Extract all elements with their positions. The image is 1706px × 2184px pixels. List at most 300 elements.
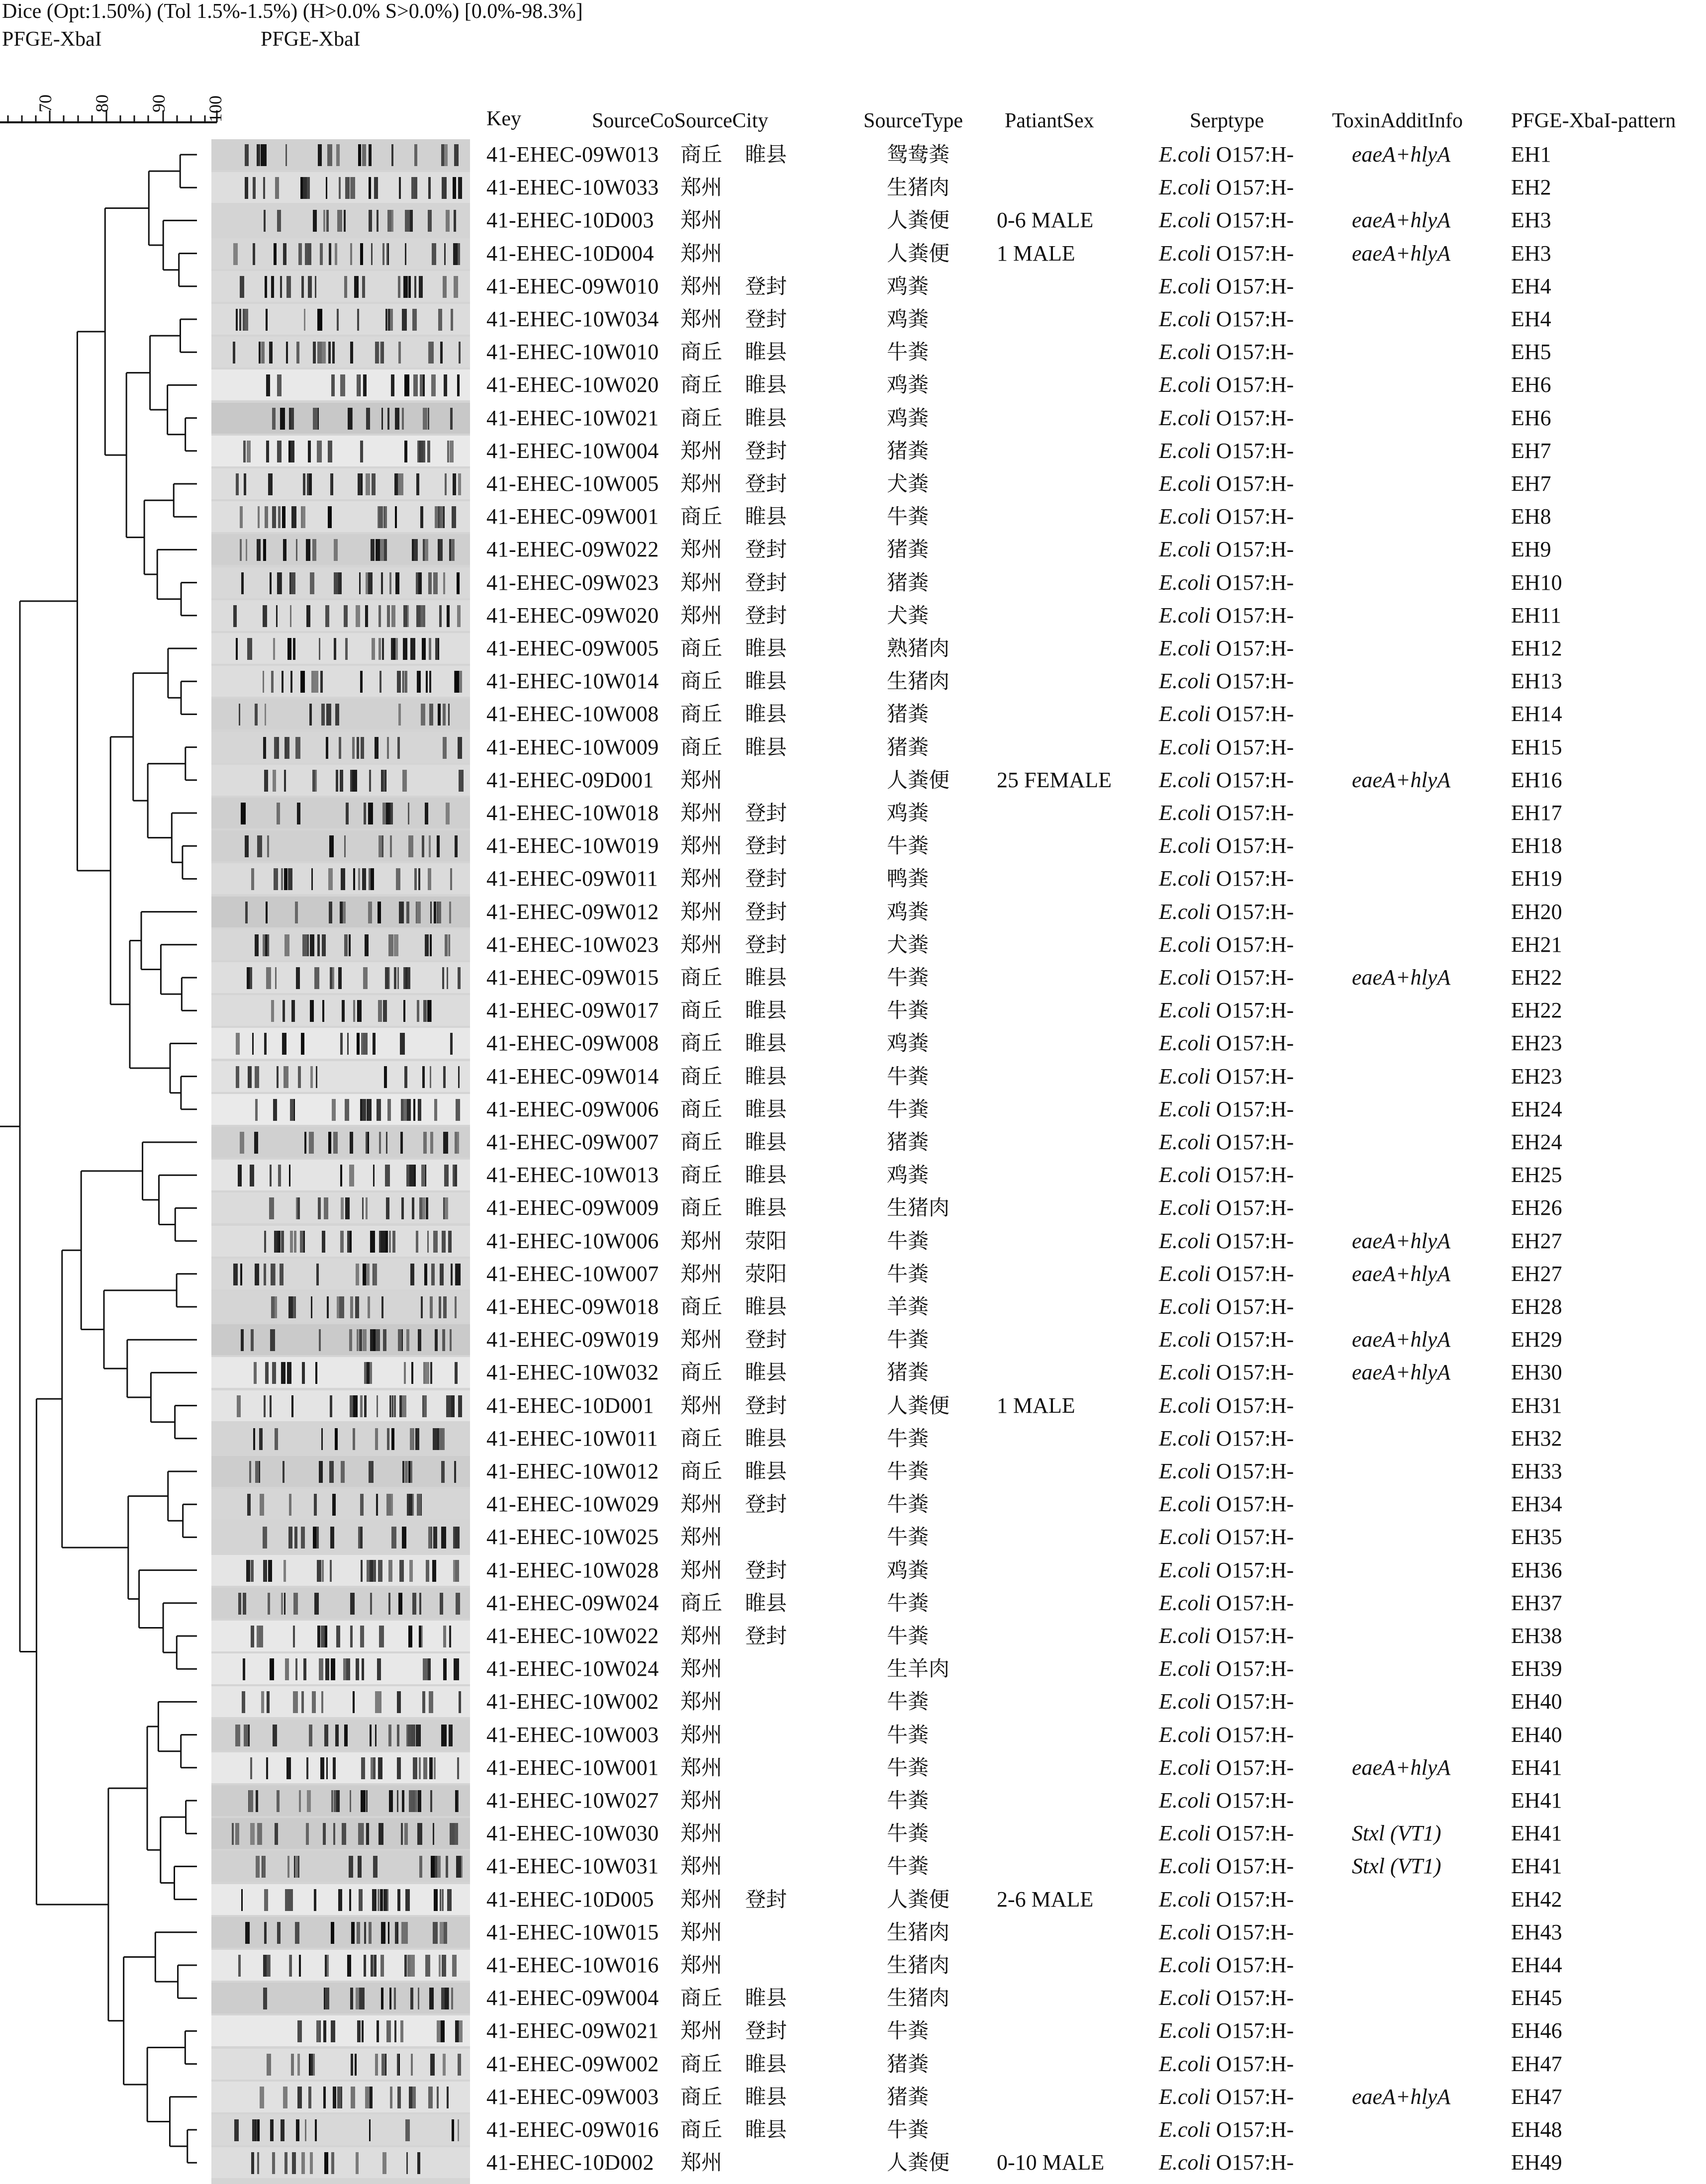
table-row: [0, 2113, 1706, 2146]
table-row: [0, 1389, 1706, 1422]
pfge-pattern: EH5: [1511, 340, 1551, 364]
serotype: [1159, 1356, 1294, 1389]
source-type: 牛粪: [887, 1492, 929, 1517]
column-header-patient-sex: PatiantSex: [1005, 109, 1094, 132]
serotype: [1159, 1258, 1294, 1290]
source-country: 郑州: [680, 2018, 723, 2043]
pfge-pattern: EH39: [1511, 1656, 1562, 1681]
serotype: [1159, 928, 1294, 961]
source-type: 牛粪: [887, 1228, 929, 1253]
organism-name: E.coli: [1159, 142, 1211, 167]
table-row: [0, 1587, 1706, 1620]
organism-name: E.coli: [1159, 1327, 1211, 1352]
serotype-value: O157:H-: [1216, 1327, 1294, 1352]
isolate-key: 41-EHEC-10D005: [486, 1887, 654, 1911]
source-country: 郑州: [680, 1854, 723, 1879]
table-row: [0, 2048, 1706, 2081]
source-country: 商丘: [680, 1986, 723, 2010]
serotype-value: O157:H-: [1216, 866, 1294, 891]
table-row: [0, 1620, 1706, 1652]
table-row: [0, 862, 1706, 895]
source-city: 睢县: [745, 1426, 787, 1451]
source-type: 牛粪: [887, 340, 929, 364]
serotype-value: O157:H-: [1216, 438, 1294, 463]
source-city: 睢县: [745, 702, 787, 727]
serotype: [1159, 1685, 1294, 1718]
source-country: 郑州: [680, 1492, 723, 1517]
organism-name: E.coli: [1159, 1624, 1211, 1648]
serotype-value: O157:H-: [1216, 340, 1294, 364]
serotype-value: O157:H-: [1216, 1096, 1294, 1121]
serotype-value: O157:H-: [1216, 1459, 1294, 1483]
source-type: 生猪肉: [887, 1986, 950, 2010]
serotype-value: O157:H-: [1216, 1788, 1294, 1813]
source-city: 登封: [745, 307, 787, 331]
organism-name: E.coli: [1159, 2150, 1211, 2175]
table-row: [0, 665, 1706, 698]
source-type: 鸳鸯粪: [887, 142, 950, 167]
organism-name: E.coli: [1159, 801, 1211, 825]
serotype: [1159, 2146, 1294, 2179]
source-country: 商丘: [680, 2117, 723, 2142]
isolate-key: 41-EHEC-09W019: [486, 1327, 659, 1352]
table-row: [0, 1258, 1706, 1290]
table-row: [0, 1554, 1706, 1587]
isolate-key: 41-EHEC-10W020: [486, 372, 659, 397]
serotype-value: O157:H-: [1216, 1821, 1294, 1846]
toxin-info: eaeA+hlyA: [1352, 767, 1451, 792]
serotype-value: O157:H-: [1216, 372, 1294, 397]
serotype-value: O157:H-: [1216, 1031, 1294, 1056]
source-country: 郑州: [680, 1624, 723, 1648]
source-country: 商丘: [680, 1426, 723, 1451]
source-country: 郑州: [680, 2150, 723, 2175]
source-country: 郑州: [680, 1788, 723, 1813]
source-country: 商丘: [680, 2051, 723, 2076]
serotype: [1159, 862, 1294, 895]
isolate-key: 41-EHEC-09W020: [486, 603, 659, 628]
organism-name: E.coli: [1159, 537, 1211, 562]
isolate-key: 41-EHEC-10W032: [486, 1360, 659, 1385]
serotype: [1159, 1225, 1294, 1258]
table-row: [0, 829, 1706, 862]
pfge-pattern: EH18: [1511, 833, 1562, 858]
organism-name: E.coli: [1159, 1360, 1211, 1385]
serotype: [1159, 2014, 1294, 2047]
serotype-value: O157:H-: [1216, 570, 1294, 595]
source-country: 郑州: [680, 866, 723, 891]
source-type: 猪粪: [887, 1360, 929, 1385]
organism-name: E.coli: [1159, 1492, 1211, 1517]
pfge-pattern: EH14: [1511, 702, 1562, 727]
isolate-key: 41-EHEC-09W022: [486, 537, 659, 562]
isolate-key: 41-EHEC-10D003: [486, 208, 654, 233]
isolate-key: 41-EHEC-10W018: [486, 801, 659, 825]
serotype: [1159, 2081, 1294, 2113]
serotype-value: O157:H-: [1216, 1557, 1294, 1582]
isolate-key: 41-EHEC-10W028: [486, 1557, 659, 1582]
serotype-value: O157:H-: [1216, 669, 1294, 694]
table-row: [0, 1191, 1706, 1224]
serotype: [1159, 1027, 1294, 1060]
source-city: 睢县: [745, 2117, 787, 2142]
isolate-key: 41-EHEC-10W016: [486, 1953, 659, 1977]
table-row: [0, 566, 1706, 599]
table-row: [0, 270, 1706, 303]
organism-name: E.coli: [1159, 2051, 1211, 2076]
pfge-pattern: EH20: [1511, 899, 1562, 924]
source-type: 鸡粪: [887, 1557, 929, 1582]
source-type: 熟猪肉: [887, 636, 950, 660]
pfge-pattern: EH24: [1511, 1096, 1562, 1121]
isolate-key: 41-EHEC-10W005: [486, 471, 659, 496]
table-row: [0, 1817, 1706, 1850]
pfge-pattern: EH37: [1511, 1590, 1562, 1615]
source-type: 牛粪: [887, 1689, 929, 1714]
organism-name: E.coli: [1159, 405, 1211, 430]
source-city: 荥阳: [745, 1261, 787, 1286]
source-country: 郑州: [680, 1919, 723, 1944]
source-type: 鸡粪: [887, 273, 929, 298]
source-city: 睢县: [745, 1096, 787, 1121]
patient-sex: 2-6 MALE: [997, 1887, 1094, 1911]
serotype-value: O157:H-: [1216, 405, 1294, 430]
serotype: [1159, 1982, 1294, 2014]
source-type: 猪粪: [887, 734, 929, 759]
toxin-info: eaeA+hlyA: [1352, 1261, 1451, 1286]
column-header-source-type: SourceType: [863, 109, 963, 132]
source-city: 登封: [745, 603, 787, 628]
scale-tick-label: 80: [92, 94, 112, 112]
table-row: [0, 961, 1706, 994]
isolate-key: 41-EHEC-10W009: [486, 734, 659, 759]
serotype: [1159, 435, 1294, 467]
source-type: 牛粪: [887, 1854, 929, 1879]
isolate-key: 41-EHEC-09W006: [486, 1096, 659, 1121]
serotype-value: O157:H-: [1216, 273, 1294, 298]
serotype: [1159, 1751, 1294, 1784]
source-type: 牛粪: [887, 2018, 929, 2043]
serotype: [1159, 1784, 1294, 1817]
serotype: [1159, 1620, 1294, 1652]
source-country: 商丘: [680, 1031, 723, 1056]
table-row: [0, 1949, 1706, 1982]
organism-name: E.coli: [1159, 1854, 1211, 1879]
source-country: 郑州: [680, 767, 723, 792]
isolate-key: 41-EHEC-09W007: [486, 1130, 659, 1154]
toxin-info: eaeA+hlyA: [1352, 1228, 1451, 1253]
table-row: [0, 171, 1706, 204]
source-city: 登封: [745, 1492, 787, 1517]
organism-name: E.coli: [1159, 1294, 1211, 1319]
pfge-pattern: EH28: [1511, 1294, 1562, 1319]
table-row: [0, 599, 1706, 632]
serotype-value: O157:H-: [1216, 636, 1294, 660]
source-city: 睢县: [745, 1360, 787, 1385]
isolate-key: 41-EHEC-09W001: [486, 504, 659, 529]
isolate-key: 41-EHEC-09W005: [486, 636, 659, 660]
serotype: [1159, 632, 1294, 665]
source-city: 睢县: [745, 1986, 787, 2010]
pfge-pattern: EH4: [1511, 273, 1551, 298]
serotype: [1159, 171, 1294, 204]
serotype-value: O157:H-: [1216, 2018, 1294, 2043]
serotype: [1159, 467, 1294, 500]
table-row: [0, 500, 1706, 533]
table-row: [0, 1719, 1706, 1751]
source-type: 猪粪: [887, 702, 929, 727]
source-type: 生猪肉: [887, 175, 950, 200]
organism-name: E.coli: [1159, 1953, 1211, 1977]
pfge-pattern: EH13: [1511, 669, 1562, 694]
source-city: 睢县: [745, 142, 787, 167]
table-row: [0, 204, 1706, 237]
organism-name: E.coli: [1159, 307, 1211, 331]
pfge-pattern: EH41: [1511, 1854, 1562, 1879]
serotype: [1159, 1488, 1294, 1521]
organism-name: E.coli: [1159, 2084, 1211, 2109]
source-country: 商丘: [680, 504, 723, 529]
pfge-pattern: EH49: [1511, 2150, 1562, 2175]
serotype: [1159, 1817, 1294, 1850]
source-type: 猪粪: [887, 1130, 929, 1154]
source-city: 睢县: [745, 636, 787, 660]
serotype-value: O157:H-: [1216, 1360, 1294, 1385]
serotype: [1159, 1719, 1294, 1751]
serotype: [1159, 1949, 1294, 1982]
source-country: 商丘: [680, 702, 723, 727]
source-country: 郑州: [680, 1887, 723, 1911]
source-type: 牛粪: [887, 1590, 929, 1615]
organism-name: E.coli: [1159, 1096, 1211, 1121]
serotype: [1159, 797, 1294, 829]
source-city: 登封: [745, 537, 787, 562]
source-country: 郑州: [680, 241, 723, 266]
table-row: [0, 1093, 1706, 1126]
source-country: 商丘: [680, 142, 723, 167]
pfge-pattern: EH46: [1511, 2018, 1562, 2043]
pfge-pattern: EH35: [1511, 1525, 1562, 1549]
serotype: [1159, 204, 1294, 237]
organism-name: E.coli: [1159, 1525, 1211, 1549]
organism-name: E.coli: [1159, 998, 1211, 1023]
organism-name: E.coli: [1159, 175, 1211, 200]
organism-name: E.coli: [1159, 340, 1211, 364]
source-type: 猪粪: [887, 537, 929, 562]
serotype: [1159, 698, 1294, 730]
pfge-pattern: EH21: [1511, 932, 1562, 957]
organism-name: E.coli: [1159, 1163, 1211, 1187]
serotype-value: O157:H-: [1216, 603, 1294, 628]
toxin-info: Stxl (VT1): [1352, 1821, 1441, 1846]
source-city: 登封: [745, 1557, 787, 1582]
serotype-value: O157:H-: [1216, 241, 1294, 266]
source-country: 商丘: [680, 1096, 723, 1121]
source-country: 郑州: [680, 1953, 723, 1977]
pfge-pattern: EH10: [1511, 570, 1562, 595]
source-country: 郑州: [680, 175, 723, 200]
serotype: [1159, 1323, 1294, 1356]
source-type: 牛粪: [887, 1426, 929, 1451]
source-type: 犬粪: [887, 471, 929, 496]
source-city: 登封: [745, 570, 787, 595]
source-type: 牛粪: [887, 1624, 929, 1648]
organism-name: E.coli: [1159, 1064, 1211, 1089]
source-city: 睢县: [745, 1590, 787, 1615]
pfge-pattern: EH40: [1511, 1689, 1562, 1714]
source-type: 鸡粪: [887, 801, 929, 825]
serotype-value: O157:H-: [1216, 767, 1294, 792]
organism-name: E.coli: [1159, 932, 1211, 957]
source-city: 登封: [745, 1393, 787, 1418]
organism-name: E.coli: [1159, 1393, 1211, 1418]
source-city: 登封: [745, 1887, 787, 1911]
organism-name: E.coli: [1159, 241, 1211, 266]
source-type: 牛粪: [887, 1096, 929, 1121]
pfge-pattern: EH41: [1511, 1755, 1562, 1780]
pfge-pattern: EH6: [1511, 372, 1551, 397]
serotype-value: O157:H-: [1216, 1426, 1294, 1451]
pfge-pattern: EH27: [1511, 1261, 1562, 1286]
serotype-value: O157:H-: [1216, 1492, 1294, 1517]
isolate-key: 41-EHEC-10W021: [486, 405, 659, 430]
isolate-key: 41-EHEC-09W023: [486, 570, 659, 595]
pfge-pattern: EH47: [1511, 2051, 1562, 2076]
serotype-value: O157:H-: [1216, 1854, 1294, 1879]
source-country: 郑州: [680, 1228, 723, 1253]
source-country: 商丘: [680, 669, 723, 694]
serotype-value: O157:H-: [1216, 1755, 1294, 1780]
isolate-key: 41-EHEC-09W017: [486, 998, 659, 1023]
isolate-key: 41-EHEC-09W002: [486, 2051, 659, 2076]
organism-name: E.coli: [1159, 1261, 1211, 1286]
column-header-pfge-pattern: PFGE-XbaI-pattern: [1511, 109, 1676, 132]
pfge-pattern: EH23: [1511, 1031, 1562, 1056]
organism-name: E.coli: [1159, 2117, 1211, 2142]
source-city: 睢县: [745, 405, 787, 430]
isolate-key: 41-EHEC-10W013: [486, 1163, 659, 1187]
source-city: 登封: [745, 899, 787, 924]
isolate-key: 41-EHEC-10W033: [486, 175, 659, 200]
serotype-value: O157:H-: [1216, 899, 1294, 924]
organism-name: E.coli: [1159, 438, 1211, 463]
isolate-key: 41-EHEC-10W001: [486, 1755, 659, 1780]
source-country: 郑州: [680, 471, 723, 496]
table-row: [0, 698, 1706, 730]
source-type: 鸭粪: [887, 866, 929, 891]
pfge-pattern: EH19: [1511, 866, 1562, 891]
source-type: 人粪便: [887, 1393, 950, 1418]
isolate-key: 41-EHEC-10D004: [486, 241, 654, 266]
pfge-pattern: EH32: [1511, 1426, 1562, 1451]
organism-name: E.coli: [1159, 1788, 1211, 1813]
serotype-value: O157:H-: [1216, 734, 1294, 759]
pfge-pattern: EH11: [1511, 603, 1562, 628]
source-city: 睢县: [745, 340, 787, 364]
serotype: [1159, 1455, 1294, 1488]
column-header-source-co-city: SourceCoSourceCity: [592, 109, 768, 132]
serotype: [1159, 896, 1294, 928]
source-country: 商丘: [680, 372, 723, 397]
source-country: 商丘: [680, 1163, 723, 1187]
source-type: 鸡粪: [887, 899, 929, 924]
isolate-key: 41-EHEC-09W004: [486, 1986, 659, 2010]
source-type: 鸡粪: [887, 1163, 929, 1187]
serotype-value: O157:H-: [1216, 504, 1294, 529]
source-country: 郑州: [680, 1525, 723, 1549]
pfge-pattern: EH12: [1511, 636, 1562, 660]
isolate-key: 41-EHEC-10W007: [486, 1261, 659, 1286]
serotype-value: O157:H-: [1216, 833, 1294, 858]
serotype: [1159, 500, 1294, 533]
pfge-pattern: EH43: [1511, 1919, 1562, 1944]
toxin-info: Stxl (VT1): [1352, 1854, 1441, 1879]
organism-name: E.coli: [1159, 1195, 1211, 1220]
isolate-key: 41-EHEC-10W004: [486, 438, 659, 463]
toxin-info: eaeA+hlyA: [1352, 142, 1451, 167]
toxin-info: eaeA+hlyA: [1352, 241, 1451, 266]
organism-name: E.coli: [1159, 273, 1211, 298]
pfge-pattern: EH31: [1511, 1393, 1562, 1418]
source-type: 牛粪: [887, 1064, 929, 1089]
organism-name: E.coli: [1159, 1887, 1211, 1911]
source-country: 商丘: [680, 2084, 723, 2109]
serotype: [1159, 1916, 1294, 1949]
source-type: 鸡粪: [887, 405, 929, 430]
serotype-value: O157:H-: [1216, 208, 1294, 233]
serotype: [1159, 1521, 1294, 1553]
table-row: [0, 1521, 1706, 1553]
column-header-serptype: Serptype: [1190, 109, 1264, 132]
organism-name: E.coli: [1159, 1426, 1211, 1451]
serotype: [1159, 1883, 1294, 1916]
isolate-key: 41-EHEC-09W003: [486, 2084, 659, 2109]
source-type: 牛粪: [887, 998, 929, 1023]
source-country: 郑州: [680, 537, 723, 562]
source-type: 牛粪: [887, 1327, 929, 1352]
serotype-value: O157:H-: [1216, 1986, 1294, 2010]
organism-name: E.coli: [1159, 1459, 1211, 1483]
source-city: 睢县: [745, 2051, 787, 2076]
source-country: 商丘: [680, 1360, 723, 1385]
organism-name: E.coli: [1159, 1656, 1211, 1681]
serotype: [1159, 1850, 1294, 1883]
pfge-pattern: EH36: [1511, 1557, 1562, 1582]
source-country: 郑州: [680, 932, 723, 957]
column-header-key: Key: [486, 107, 521, 130]
serotype-value: O157:H-: [1216, 965, 1294, 990]
source-country: 商丘: [680, 340, 723, 364]
organism-name: E.coli: [1159, 1557, 1211, 1582]
organism-name: E.coli: [1159, 504, 1211, 529]
table-row: [0, 1751, 1706, 1784]
isolate-key: 41-EHEC-10W008: [486, 702, 659, 727]
source-type: 牛粪: [887, 1722, 929, 1747]
table-row: [0, 1850, 1706, 1883]
patient-sex: 1 MALE: [997, 1393, 1075, 1418]
table-row: [0, 1159, 1706, 1191]
table-row: [0, 1784, 1706, 1817]
table-row: [0, 1060, 1706, 1093]
toxin-info: eaeA+hlyA: [1352, 1755, 1451, 1780]
isolate-key: 41-EHEC-10W002: [486, 1689, 659, 1714]
source-type: 牛粪: [887, 833, 929, 858]
isolate-key: 41-EHEC-10W006: [486, 1228, 659, 1253]
organism-name: E.coli: [1159, 734, 1211, 759]
serotype-value: O157:H-: [1216, 307, 1294, 331]
isolate-key: 41-EHEC-10W014: [486, 669, 659, 694]
source-country: 郑州: [680, 1689, 723, 1714]
